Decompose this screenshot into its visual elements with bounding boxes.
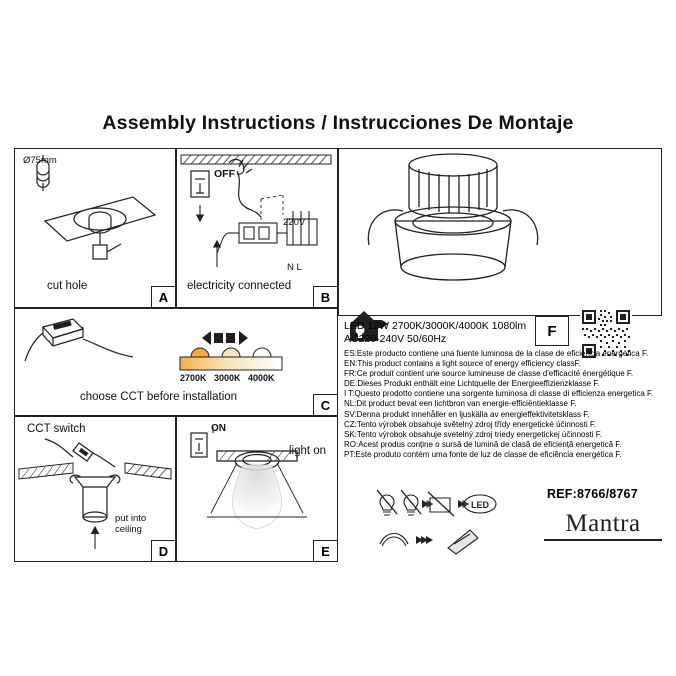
panel-c-caption: choose CCT before installation (80, 391, 238, 403)
pictogram-strip (374, 486, 514, 558)
panel-e-letter: E (313, 540, 337, 561)
declaration-fr: FR:Ce produit contient une source lumineuse de classe d'efficacité énergétique F. (344, 369, 634, 379)
declaration-list (344, 349, 662, 460)
product-info (344, 320, 662, 460)
panel-b-letter: B (313, 286, 337, 307)
declaration-de: DE:Dieses Produkt enthält eine Lichtquelle der Energieeffizienzklasse F. (344, 379, 600, 389)
brand-underline (544, 539, 662, 541)
product-reference: REF:8766/8767 (547, 487, 638, 501)
declaration-cz: CZ:Tento výrobek obsahuje světelný zdroj třídy energetické účinnosti F. (344, 419, 597, 429)
cct-value-2700k: 2700K (180, 373, 207, 383)
declaration-pt: PT:Este produto contém uma fonte de luz de classe de eficiência energética F. (344, 449, 622, 459)
spec-line-2: AC220-240V 50/60Hz (344, 333, 447, 345)
panel-b-terminal-label: N L (287, 262, 302, 273)
panel-c-choose-cct (14, 308, 338, 416)
panel-a-caption: cut hole (47, 280, 88, 292)
svg-text:LED: LED (471, 500, 489, 510)
panel-e-on-label: ON (211, 423, 226, 434)
panel-c-letter: C (313, 394, 337, 415)
cct-arrow-group (202, 331, 248, 345)
panel-a-letter: A (151, 286, 175, 307)
panel-b-off-label: OFF (214, 168, 235, 180)
page-title: Assembly Instructions / Instrucciones De Montaje (102, 112, 574, 134)
declaration-sk: SK:Tento výrobok obsahuje svetelný zdroj triedy energetickej účinnosti F. (344, 429, 602, 439)
product-drawing (339, 149, 661, 315)
declaration-ro: RO:Acest produs conține o sursă de lumină de clasă de eficiență energetică F. (344, 439, 622, 449)
spec-line-1: LED 12W 2700K/3000K/4000K 1080lm (344, 320, 527, 332)
cct-value-4000k: 4000K (248, 373, 275, 383)
panel-d-caption-top: CCT switch (27, 423, 86, 435)
panel-d-put-into-ceiling (14, 416, 176, 562)
panel-b-voltage-label: 220V (283, 217, 306, 228)
cct-value-3000k: 3000K (214, 373, 241, 383)
declaration-sv: SV:Denna produkt innehåller en ljuskälla av energieffektivitetsklass F. (344, 409, 590, 419)
panel-e-caption: light on (289, 445, 327, 457)
panel-b-electricity (176, 148, 338, 308)
declaration-es: ES:Este producto contiene una fuente luminosa de la clase de eficiencia energética F. (344, 349, 649, 358)
panel-e-light-on (176, 416, 338, 562)
panel-a-drawing (15, 149, 175, 307)
declaration-en: EN:This product contains a light source of energy efficiency classF. (344, 359, 581, 369)
panel-a-dimension: Ø75mm (23, 155, 57, 166)
declaration-nl: NL:Dit product bevat een lichtbron van energie-efficiëntieklasse F. (344, 399, 577, 409)
energy-class-badge: F (535, 316, 569, 346)
panel-d-letter: D (151, 540, 175, 561)
brand-logo (540, 510, 666, 541)
panel-a-cut-hole (14, 148, 176, 308)
panel-b-caption: electricity connected (187, 280, 292, 292)
panel-d-caption-inner: put into ceiling (115, 513, 147, 535)
brand-name: Mantra (565, 510, 641, 537)
declaration-it: I T:Questo prodotto contiene una sorgente luminosa di classe di efficienza energetica F. (344, 389, 654, 399)
panel-product-image (338, 148, 662, 316)
